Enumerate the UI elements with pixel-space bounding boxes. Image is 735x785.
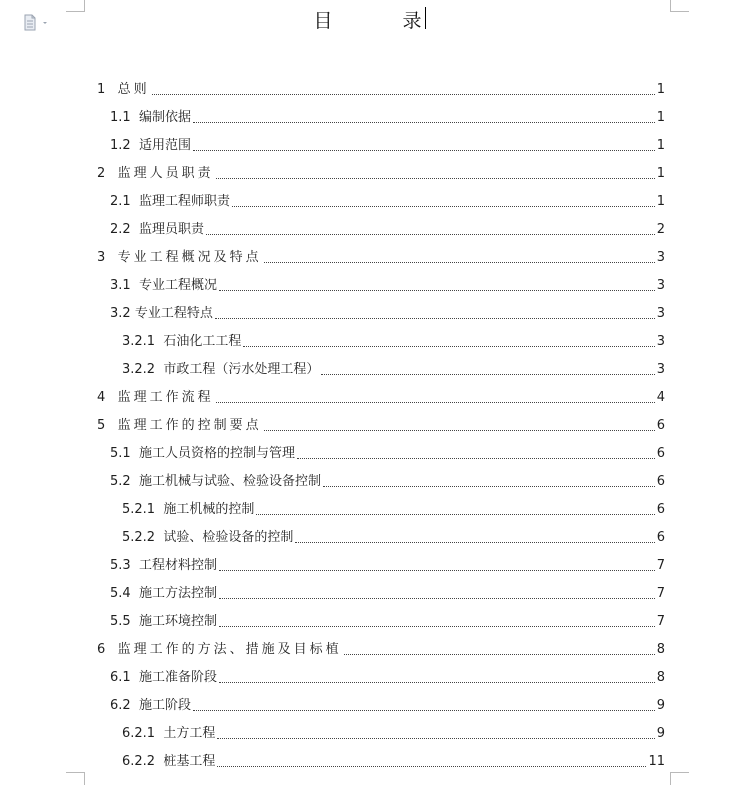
toc-entry-number: 2.2 bbox=[110, 222, 139, 237]
toc-entry-title: 监理人员职责 bbox=[117, 166, 214, 181]
toc-entry[interactable] bbox=[122, 496, 665, 524]
toc-dot-leader bbox=[216, 402, 655, 403]
toc-entry-number: 2.1 bbox=[110, 194, 139, 209]
toc-entry-number: 5.2.1 bbox=[122, 502, 164, 517]
toc-entry-title: 总则 bbox=[117, 82, 150, 97]
toc-entry[interactable] bbox=[110, 300, 665, 328]
toc-entry[interactable] bbox=[122, 720, 665, 748]
toc-entry-number: 1.2 bbox=[110, 138, 139, 153]
toc-entry-title: 施工准备阶段 bbox=[138, 670, 217, 685]
toc-entry[interactable] bbox=[122, 356, 665, 384]
toc-dot-leader bbox=[206, 234, 655, 235]
toc-entry-page: 7 bbox=[656, 558, 665, 573]
toc-entry[interactable] bbox=[97, 412, 665, 440]
toc-entry[interactable] bbox=[110, 216, 665, 244]
toc-entry-number: 5.3 bbox=[110, 558, 139, 573]
toc-entry-title: 监理员职责 bbox=[138, 222, 204, 237]
toc-dot-leader bbox=[295, 542, 654, 543]
page-title bbox=[0, 6, 735, 33]
toc-entry-page: 3 bbox=[656, 250, 665, 265]
toc-entry-page: 6 bbox=[656, 446, 665, 461]
toc-entry-number: 5.4 bbox=[110, 586, 139, 601]
toc-entry[interactable] bbox=[97, 76, 665, 104]
toc-entry[interactable] bbox=[110, 132, 665, 160]
title-char-text: 录 bbox=[402, 10, 422, 32]
toc-entry[interactable] bbox=[110, 692, 665, 720]
toc-entry-number: 6 bbox=[97, 642, 118, 657]
toc-dot-leader bbox=[193, 710, 655, 711]
toc-entry-number: 5.2 bbox=[110, 474, 139, 489]
toc-entry-title: 编制依据 bbox=[138, 110, 191, 125]
toc-dot-leader bbox=[219, 626, 655, 627]
toc-entry-page: 9 bbox=[656, 698, 665, 713]
toc-entry-page: 8 bbox=[656, 642, 665, 657]
toc-entry-page: 6 bbox=[656, 474, 665, 489]
toc-entry[interactable] bbox=[110, 580, 665, 608]
toc-entry-page: 6 bbox=[656, 530, 665, 545]
toc-dot-leader bbox=[217, 766, 646, 767]
toc-entry[interactable] bbox=[110, 552, 665, 580]
toc-entry-page: 1 bbox=[656, 82, 665, 97]
toc-entry-number: 3.2 bbox=[110, 306, 135, 321]
toc-dot-leader bbox=[219, 570, 655, 571]
toc-dot-leader bbox=[219, 598, 655, 599]
toc-entry[interactable] bbox=[122, 524, 665, 552]
toc-entry-number: 6.2.2 bbox=[122, 754, 164, 769]
toc-dot-leader bbox=[297, 458, 655, 459]
toc-entry-title: 监理工作流程 bbox=[117, 390, 214, 405]
toc-dot-leader bbox=[215, 318, 655, 319]
toc-dot-leader bbox=[323, 486, 655, 487]
toc-dot-leader bbox=[152, 94, 655, 95]
toc-entry-page: 7 bbox=[656, 586, 665, 601]
toc-entry-number: 5.2.2 bbox=[122, 530, 164, 545]
toc-entry-number: 6.2.1 bbox=[122, 726, 164, 741]
toc-entry-page: 3 bbox=[656, 362, 665, 377]
toc-entry-title: 施工方法控制 bbox=[138, 586, 217, 601]
toc-entry-number: 3.2.2 bbox=[122, 362, 164, 377]
toc-entry-title: 监理工程师职责 bbox=[138, 194, 230, 209]
toc-entry-number: 3.2.1 bbox=[122, 334, 164, 349]
toc-entry-title: 工程材料控制 bbox=[138, 558, 217, 573]
page-corner-mark bbox=[66, 772, 85, 785]
toc-entry-page: 9 bbox=[656, 726, 665, 741]
toc-entry-page: 3 bbox=[656, 306, 665, 321]
toc-entry[interactable] bbox=[97, 160, 665, 188]
toc-dot-leader bbox=[219, 682, 655, 683]
toc-entry[interactable] bbox=[97, 244, 665, 272]
toc-entry-title: 桩基工程 bbox=[163, 754, 216, 769]
toc-dot-leader bbox=[219, 290, 655, 291]
toc-entry-number: 3.1 bbox=[110, 278, 139, 293]
toc-dot-leader bbox=[264, 430, 655, 431]
toc-entry-number: 5.5 bbox=[110, 614, 139, 629]
toc-entry-title: 专业工程概况及特点 bbox=[117, 250, 262, 265]
toc-dot-leader bbox=[344, 654, 655, 655]
title-char bbox=[403, 6, 422, 33]
toc-entry-page: 3 bbox=[656, 278, 665, 293]
toc-entry-number: 1 bbox=[97, 82, 118, 97]
page-corner-mark bbox=[670, 772, 689, 785]
toc-entry-page: 1 bbox=[656, 110, 665, 125]
toc-entry-page: 1 bbox=[656, 194, 665, 209]
toc-entry[interactable] bbox=[97, 384, 665, 412]
toc-entry[interactable] bbox=[110, 664, 665, 692]
toc-entry-page: 6 bbox=[656, 502, 665, 517]
toc-dot-leader bbox=[243, 346, 654, 347]
toc-entry-title: 土方工程 bbox=[163, 726, 216, 741]
toc-entry-number: 5 bbox=[97, 418, 118, 433]
toc-dot-leader bbox=[216, 178, 655, 179]
toc-entry-title: 适用范围 bbox=[138, 138, 191, 153]
toc-entry[interactable] bbox=[110, 608, 665, 636]
toc-entry-page: 4 bbox=[656, 390, 665, 405]
toc-entry-number: 3 bbox=[97, 250, 118, 265]
toc-dot-leader bbox=[321, 374, 654, 375]
toc-entry-page: 3 bbox=[656, 334, 665, 349]
toc-entry-page: 8 bbox=[656, 670, 665, 685]
toc-entry-page: 6 bbox=[656, 418, 665, 433]
toc-entry-title: 监理工作的方法、措施及目标植 bbox=[117, 642, 342, 657]
toc-dot-leader bbox=[256, 514, 654, 515]
toc-entry-title: 专业工程概况 bbox=[138, 278, 217, 293]
toc-entry-title: 施工人员资格的控制与管理 bbox=[138, 446, 295, 461]
toc-entry-page: 11 bbox=[648, 754, 665, 769]
toc-entry[interactable] bbox=[97, 636, 665, 664]
toc-entry-number: 2 bbox=[97, 166, 118, 181]
toc-entry-number: 6.1 bbox=[110, 670, 139, 685]
toc-entry-title: 石油化工工程 bbox=[163, 334, 242, 349]
toc-entry-page: 7 bbox=[656, 614, 665, 629]
toc-entry-number: 1.1 bbox=[110, 110, 139, 125]
toc-entry[interactable] bbox=[122, 328, 665, 356]
toc-entry-title: 施工机械的控制 bbox=[163, 502, 255, 517]
toc-entry-page: 2 bbox=[656, 222, 665, 237]
toc-entry-title: 施工机械与试验、检验设备控制 bbox=[138, 474, 321, 489]
toc-entry-title: 试验、检验设备的控制 bbox=[163, 530, 294, 545]
toc-entry[interactable] bbox=[110, 440, 665, 468]
toc-entry-number: 6.2 bbox=[110, 698, 139, 713]
toc-entry-title: 施工环境控制 bbox=[138, 614, 217, 629]
toc-entry-page: 1 bbox=[656, 166, 665, 181]
toc-entry-number: 4 bbox=[97, 390, 118, 405]
toc-entry-page: 1 bbox=[656, 138, 665, 153]
text-cursor bbox=[425, 7, 426, 29]
toc-entry-title: 监理工作的控制要点 bbox=[117, 418, 262, 433]
toc-entry[interactable] bbox=[110, 104, 665, 132]
toc-entry[interactable] bbox=[110, 188, 665, 216]
toc-dot-leader bbox=[193, 150, 655, 151]
toc-entry[interactable] bbox=[110, 272, 665, 300]
toc-entry[interactable] bbox=[110, 468, 665, 496]
toc-entry-title: 施工阶段 bbox=[138, 698, 191, 713]
toc-entry-title: 专业工程特点 bbox=[134, 306, 213, 321]
toc-entry[interactable] bbox=[122, 748, 665, 776]
toc-dot-leader bbox=[264, 262, 655, 263]
toc-entry-number: 5.1 bbox=[110, 446, 139, 461]
title-char: 目 bbox=[313, 10, 333, 32]
toc-dot-leader bbox=[193, 122, 655, 123]
toc-entry-title: 市政工程（污水处理工程） bbox=[163, 362, 320, 377]
toc-dot-leader bbox=[217, 738, 654, 739]
toc-dot-leader bbox=[232, 206, 655, 207]
